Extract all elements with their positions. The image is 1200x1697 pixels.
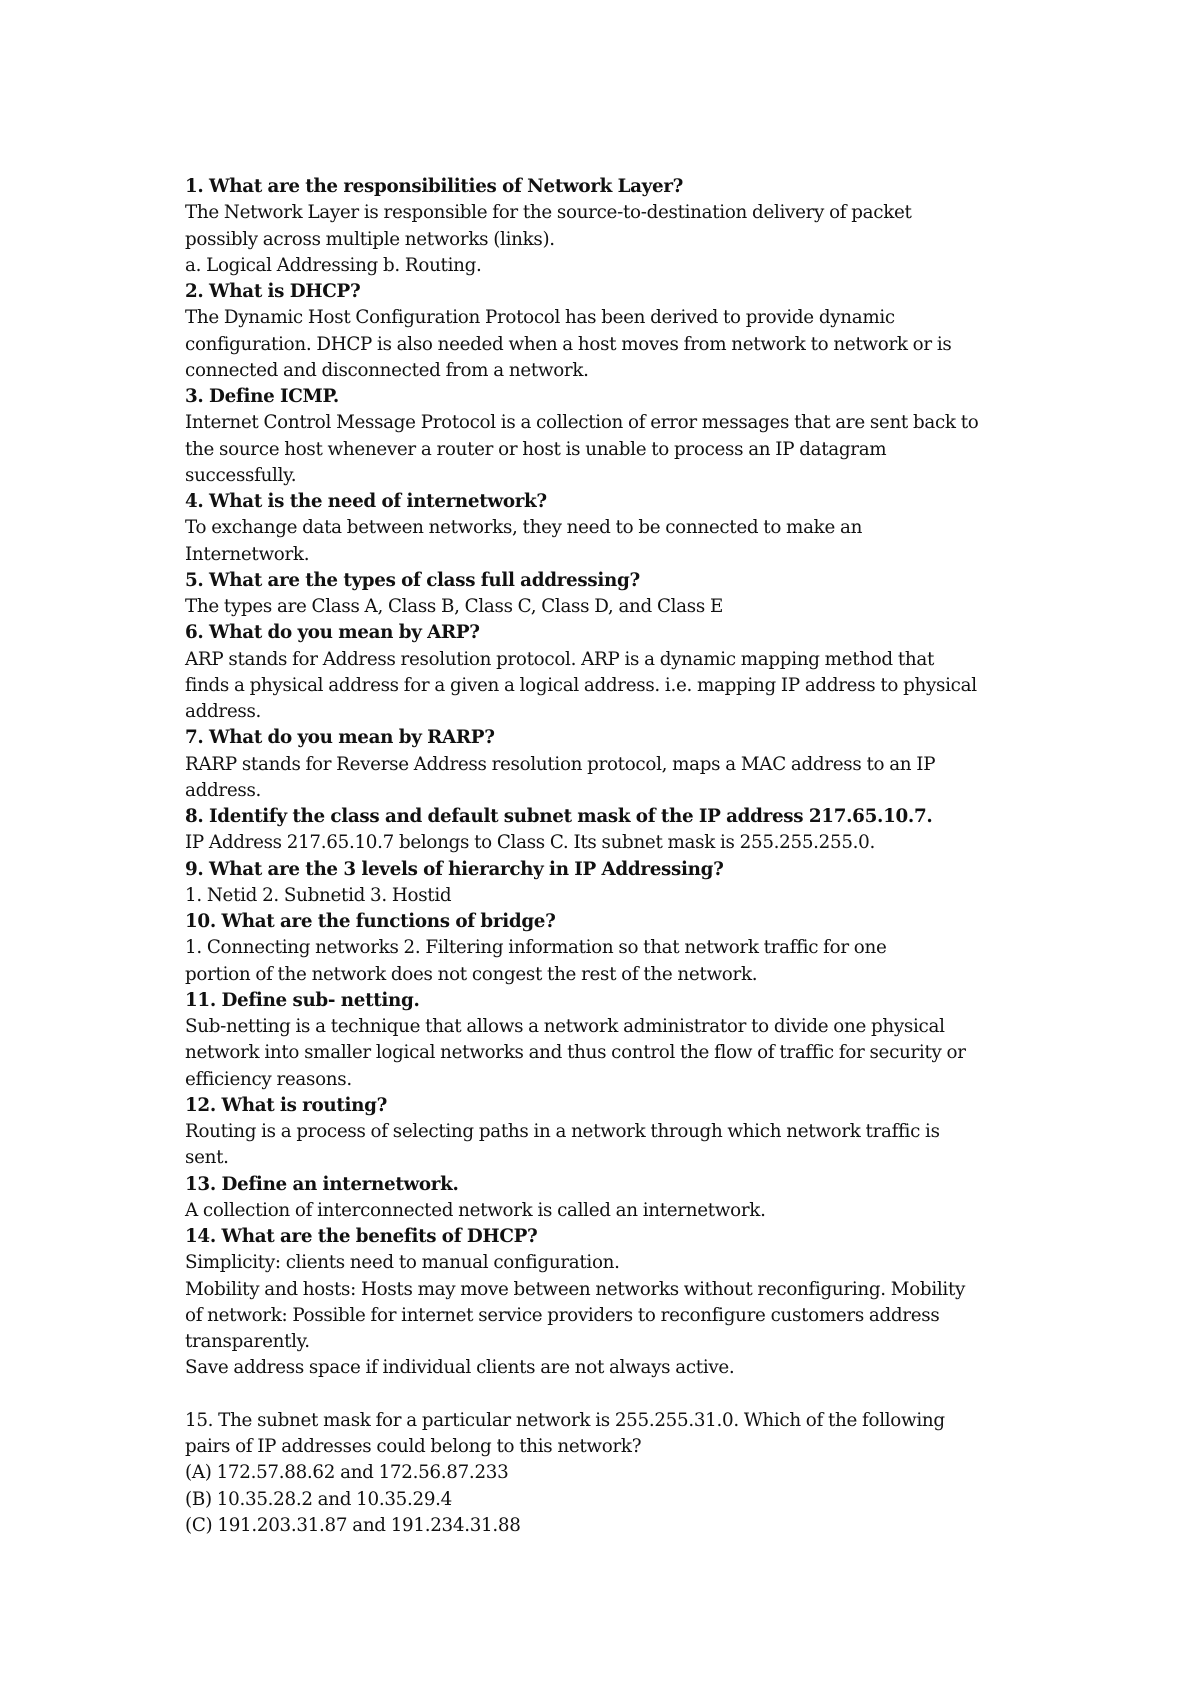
document-body — [185, 174, 1035, 1539]
question-line: 14. What are the benefits of DHCP? — [185, 1226, 538, 1247]
answer-line: possibly across multiple networks (links). — [185, 228, 555, 250]
question-line: 3. Define ICMP. — [185, 386, 339, 407]
answer-line: of network: Possible for internet service providers to reconfigure customers address — [185, 1304, 940, 1326]
question-line: 2. What is DHCP? — [185, 281, 361, 302]
answer-line: To exchange data between networks, they need to be connected to make an — [185, 517, 863, 539]
question-line: 12. What is routing? — [185, 1094, 388, 1116]
blank-line — [185, 1382, 1035, 1408]
question-line: 5. What are the types of class full addressing? — [185, 569, 640, 591]
question-line: 1. What are the responsibilities of Network Layer? — [185, 176, 684, 197]
answer-line: address. — [185, 779, 262, 801]
question-line: 9. What are the 3 levels of hierarchy in IP Addressing? — [185, 858, 724, 880]
question-line: 6. What do you mean by ARP? — [185, 622, 480, 644]
answer-line: a. Logical Addressing b. Routing. — [185, 254, 482, 276]
question-line: 13. Define an internetwork. — [185, 1173, 459, 1195]
answer-line: Mobility and hosts: Hosts may move between networks without reconfiguring. Mobility — [185, 1278, 966, 1300]
answer-line: The Network Layer is responsible for the source-to-destination delivery of packet — [185, 202, 912, 224]
answer-line: transparently. — [185, 1331, 310, 1352]
question-line: 11. Define sub- netting. — [185, 989, 420, 1011]
answer-line: 15. The subnet mask for a particular network is 255.255.31.0. Which of the following — [185, 1409, 945, 1431]
answer-line: 1. Netid 2. Subnetid 3. Hostid — [185, 884, 452, 906]
answer-line: ARP stands for Address resolution protocol. ARP is a dynamic mapping method that — [185, 648, 934, 670]
answer-line: address. — [185, 701, 262, 722]
answer-line: (C) 191.203.31.87 and 191.234.31.88 — [185, 1514, 521, 1536]
answer-line: IP Address 217.65.10.7 belongs to Class C. Its subnet mask is 255.255.255.0. — [185, 832, 876, 854]
answer-line: RARP stands for Reverse Address resolution protocol, maps a MAC address to an IP — [185, 753, 936, 775]
answer-line: pairs of IP addresses could belong to this network? — [185, 1436, 642, 1457]
answer-line: The Dynamic Host Configuration Protocol has been derived to provide dynamic — [185, 307, 895, 329]
answer-line: portion of the network does not congest the rest of the network. — [185, 963, 758, 985]
answer-line: connected and disconnected from a network. — [185, 359, 589, 381]
answer-line: Internet Control Message Protocol is a collection of error messages that are sent back to — [185, 412, 979, 434]
question-line: 8. Identify the class and default subnet mask of the IP address 217.65.10.7. — [185, 806, 933, 827]
answer-line: configuration. DHCP is also needed when a host moves from network to network or is — [185, 333, 952, 355]
answer-line: (A) 172.57.88.62 and 172.56.87.233 — [185, 1462, 509, 1484]
answer-line: Routing is a process of selecting paths in a network through which network traffic is — [185, 1121, 940, 1142]
answer-line: 1. Connecting networks 2. Filtering information so that network traffic for one — [185, 937, 887, 959]
answer-line: Sub-netting is a technique that allows a network administrator to divide one physical — [185, 1016, 945, 1037]
answer-line: Internetwork. — [185, 543, 310, 565]
answer-line: successfully. — [185, 464, 297, 486]
answer-line: The types are Class A, Class B, Class C, Class D, and Class E — [185, 596, 723, 617]
answer-line: network into smaller logical networks and thus control the flow of traffic for security or — [185, 1042, 966, 1064]
answer-line: sent. — [185, 1147, 229, 1169]
answer-line: efficiency reasons. — [185, 1068, 352, 1090]
question-line: 7. What do you mean by RARP? — [185, 727, 495, 749]
answer-line: the source host whenever a router or host is unable to process an IP datagram — [185, 438, 887, 460]
answer-line: finds a physical address for a given a logical address. i.e. mapping IP address to physical — [185, 674, 977, 696]
question-line: 10. What are the functions of bridge? — [185, 911, 556, 932]
answer-line: (B) 10.35.28.2 and 10.35.29.4 — [185, 1488, 453, 1510]
answer-line: Save address space if individual clients are not always active. — [185, 1357, 735, 1379]
answer-line: Simplicity: clients need to manual configuration. — [185, 1252, 620, 1274]
answer-line: A collection of interconnected network is called an internetwork. — [185, 1199, 766, 1221]
question-line: 4. What is the need of internetwork? — [185, 491, 547, 512]
